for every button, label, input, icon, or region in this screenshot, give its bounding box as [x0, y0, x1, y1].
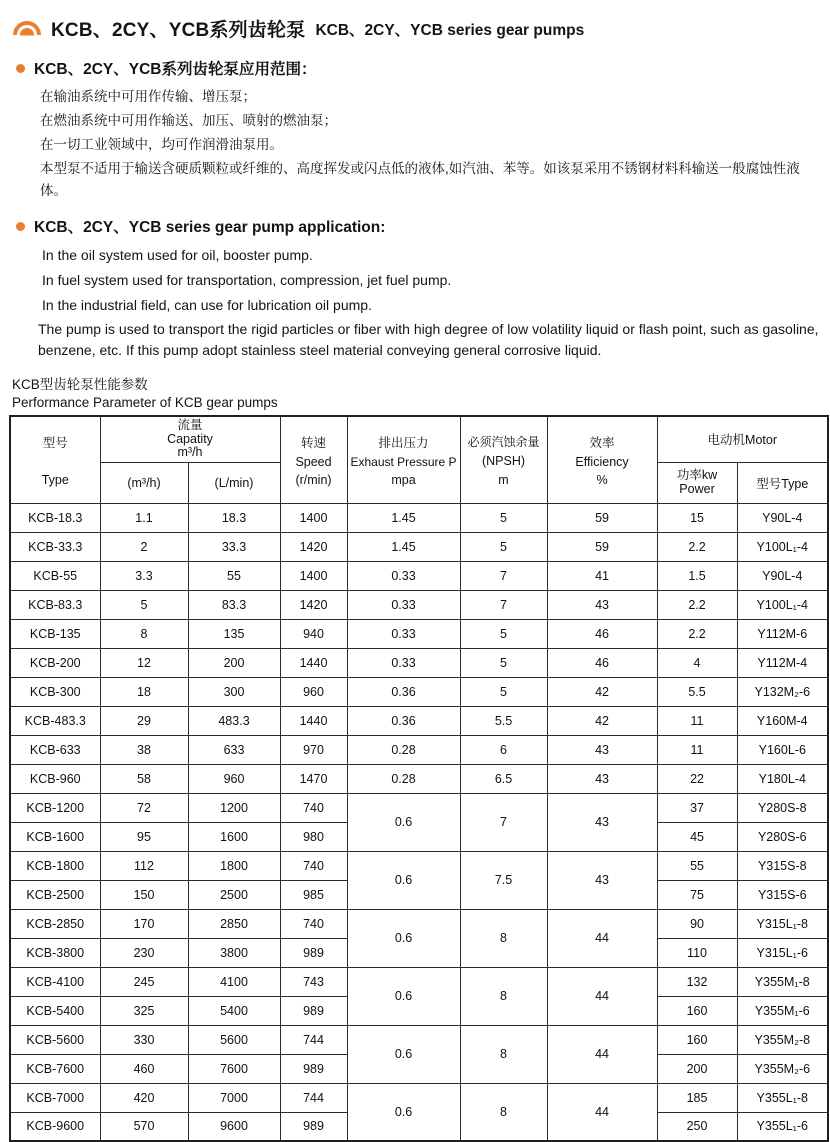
- cell-efficiency: 42: [547, 706, 657, 735]
- cell-type: KCB-4100: [10, 967, 100, 996]
- cell-type: KCB-18.3: [10, 503, 100, 532]
- application-heading-zh: [16, 57, 825, 79]
- cell-efficiency: 43: [547, 590, 657, 619]
- cell-npsh: 5.5: [460, 706, 547, 735]
- cell-npsh: 5: [460, 619, 547, 648]
- header-speed: [280, 416, 347, 503]
- cell-type: KCB-5400: [10, 996, 100, 1025]
- cell-motor-type: Y180L-4: [737, 764, 828, 793]
- cell-speed: 744: [280, 1025, 347, 1054]
- cell-type: KCB-33.3: [10, 532, 100, 561]
- header-speed-unit: (r/min): [295, 472, 332, 487]
- cell-pressure: 0.6: [347, 1025, 460, 1083]
- header-type: [10, 416, 100, 503]
- cell-efficiency: 46: [547, 648, 657, 677]
- cell-npsh: 7: [460, 561, 547, 590]
- cell-type: KCB-1600: [10, 822, 100, 851]
- cell-capacity-lmin: 300: [188, 677, 280, 706]
- cell-capacity-lmin: 33.3: [188, 532, 280, 561]
- cell-type: KCB-2500: [10, 880, 100, 909]
- page-title-zh: KCB、2CY、YCB系列齿轮泵: [51, 20, 306, 41]
- cell-speed: 740: [280, 793, 347, 822]
- cell-motor-type: Y90L-4: [737, 561, 828, 590]
- cell-capacity-lmin: 3800: [188, 938, 280, 967]
- header-efficiency-en: Efficiency: [575, 454, 629, 469]
- cell-power: 11: [657, 706, 737, 735]
- cell-type: KCB-200: [10, 648, 100, 677]
- header-pressure-en: Exhaust Pressure P: [350, 454, 457, 469]
- application-zh-line: 在输油系统中可用作传输、增压泵；: [40, 89, 256, 104]
- cell-efficiency: 43: [547, 735, 657, 764]
- header-efficiency-zh: 效率: [589, 435, 615, 450]
- cell-type: KCB-633: [10, 735, 100, 764]
- cell-speed: 960: [280, 677, 347, 706]
- cell-power: 11: [657, 735, 737, 764]
- cell-capacity-lmin: 2500: [188, 880, 280, 909]
- cell-capacity-lmin: 483.3: [188, 706, 280, 735]
- cell-speed: 989: [280, 1112, 347, 1141]
- cell-motor-type: Y315S-6: [737, 880, 828, 909]
- cell-motor-type: Y90L-4: [737, 503, 828, 532]
- cell-type: KCB-483.3: [10, 706, 100, 735]
- table-row: [10, 648, 828, 677]
- cell-speed: 744: [280, 1083, 347, 1112]
- cell-capacity-lmin: 9600: [188, 1112, 280, 1141]
- header-speed-zh: 转速: [301, 435, 327, 450]
- cell-efficiency: 59: [547, 532, 657, 561]
- table-row: [10, 1083, 828, 1112]
- cell-power: 185: [657, 1083, 737, 1112]
- cell-capacity-m3h: 230: [100, 938, 188, 967]
- header-capacity-unit: m³/h: [177, 445, 203, 459]
- cell-pressure: 1.45: [347, 503, 460, 532]
- cell-speed: 1470: [280, 764, 347, 793]
- cell-npsh: 8: [460, 909, 547, 967]
- cell-capacity-lmin: 135: [188, 619, 280, 648]
- cell-npsh: 6.5: [460, 764, 547, 793]
- cell-npsh: 8: [460, 1025, 547, 1083]
- cell-speed: 1400: [280, 561, 347, 590]
- application-en-line: In the oil system used for oil, booster pump.: [42, 247, 313, 263]
- header-npsh: [460, 416, 547, 503]
- cell-efficiency: 44: [547, 909, 657, 967]
- cell-motor-type: Y160L-6: [737, 735, 828, 764]
- cell-capacity-m3h: 18: [100, 677, 188, 706]
- table-body: [10, 503, 828, 1141]
- header-motor-type: [737, 462, 828, 503]
- application-zh-line: 在燃油系统中可用作输送、加压、喷射的燃油泵；: [40, 113, 337, 128]
- cell-speed: 980: [280, 822, 347, 851]
- cell-capacity-m3h: 29: [100, 706, 188, 735]
- cell-power: 75: [657, 880, 737, 909]
- bullet-icon: [16, 64, 25, 73]
- cell-npsh: 7: [460, 793, 547, 851]
- application-en-line: In the industrial field, can use for lubrication oil pump.: [42, 297, 372, 313]
- cell-power: 2.2: [657, 590, 737, 619]
- cell-power: 132: [657, 967, 737, 996]
- table-row: [10, 909, 828, 938]
- table-row: [10, 503, 828, 532]
- header-capacity-m3h-label: (m³/h): [127, 475, 161, 490]
- header-motor: [657, 416, 828, 462]
- table-row: [10, 851, 828, 880]
- cell-capacity-lmin: 83.3: [188, 590, 280, 619]
- cell-motor-type: Y132M₂-6: [737, 677, 828, 706]
- cell-capacity-m3h: 5: [100, 590, 188, 619]
- cell-motor-type: Y112M-4: [737, 648, 828, 677]
- header-speed-en: Speed: [295, 454, 332, 469]
- header-motor-power-en: Power: [679, 481, 715, 496]
- cell-motor-type: Y160M-4: [737, 706, 828, 735]
- page-title-en: KCB、2CY、YCB series gear pumps: [315, 21, 585, 39]
- cell-type: KCB-1800: [10, 851, 100, 880]
- cell-npsh: 5: [460, 677, 547, 706]
- cell-speed: 740: [280, 851, 347, 880]
- cell-speed: 1420: [280, 532, 347, 561]
- cell-capacity-lmin: 7600: [188, 1054, 280, 1083]
- cell-capacity-m3h: 38: [100, 735, 188, 764]
- application-body-en: [9, 244, 825, 361]
- cell-pressure: 0.6: [347, 1083, 460, 1141]
- cell-type: KCB-135: [10, 619, 100, 648]
- cell-pressure: 0.6: [347, 851, 460, 909]
- cell-npsh: 5: [460, 532, 547, 561]
- cell-motor-type: Y355L₁-8: [737, 1083, 828, 1112]
- cell-speed: 989: [280, 1054, 347, 1083]
- cell-capacity-m3h: 150: [100, 880, 188, 909]
- application-en-line: In fuel system used for transportation, compression, jet fuel pump.: [42, 272, 452, 288]
- cell-power: 1.5: [657, 561, 737, 590]
- cell-type: KCB-7600: [10, 1054, 100, 1083]
- cell-npsh: 8: [460, 967, 547, 1025]
- cell-capacity-m3h: 170: [100, 909, 188, 938]
- cell-type: KCB-9600: [10, 1112, 100, 1141]
- cell-motor-type: Y355M₁-8: [737, 967, 828, 996]
- cell-pressure: 0.6: [347, 793, 460, 851]
- cell-capacity-lmin: 1200: [188, 793, 280, 822]
- header-motor-label: 电动机Motor: [707, 433, 777, 448]
- cell-efficiency: 59: [547, 503, 657, 532]
- application-body-zh: [9, 86, 825, 202]
- cell-power: 160: [657, 1025, 737, 1054]
- cell-power: 37: [657, 793, 737, 822]
- cell-capacity-m3h: 325: [100, 996, 188, 1025]
- cell-pressure: 0.36: [347, 706, 460, 735]
- cell-type: KCB-960: [10, 764, 100, 793]
- header-motor-power: [657, 462, 737, 503]
- cell-power: 5.5: [657, 677, 737, 706]
- cell-type: KCB-7000: [10, 1083, 100, 1112]
- cell-efficiency: 43: [547, 764, 657, 793]
- cell-pressure: 0.33: [347, 619, 460, 648]
- table-row: [10, 967, 828, 996]
- cell-speed: 1440: [280, 706, 347, 735]
- table-title-block: [12, 376, 825, 412]
- cell-npsh: 5: [460, 648, 547, 677]
- cell-npsh: 6: [460, 735, 547, 764]
- cell-capacity-m3h: 460: [100, 1054, 188, 1083]
- table-row: [10, 561, 828, 590]
- header-type-en: Type: [41, 472, 69, 487]
- header-motor-power-zh: 功率kw: [676, 468, 718, 482]
- header-pressure-unit: mpa: [391, 472, 416, 487]
- cell-speed: 940: [280, 619, 347, 648]
- cell-capacity-lmin: 4100: [188, 967, 280, 996]
- cell-npsh: 7: [460, 590, 547, 619]
- cell-efficiency: 44: [547, 1083, 657, 1141]
- cell-speed: 989: [280, 996, 347, 1025]
- cell-type: KCB-5600: [10, 1025, 100, 1054]
- cell-efficiency: 44: [547, 1025, 657, 1083]
- header-efficiency-unit: %: [596, 472, 608, 487]
- cell-capacity-m3h: 570: [100, 1112, 188, 1141]
- table-row: [10, 764, 828, 793]
- cell-pressure: 1.45: [347, 532, 460, 561]
- header-pressure: [347, 416, 460, 503]
- cell-motor-type: Y112M-6: [737, 619, 828, 648]
- cell-motor-type: Y315S-8: [737, 851, 828, 880]
- cell-pressure: 0.33: [347, 590, 460, 619]
- header-capacity-lmin: [188, 462, 280, 503]
- cell-type: KCB-1200: [10, 793, 100, 822]
- header-capacity-en: Capatity: [167, 431, 213, 446]
- page-header: [13, 15, 825, 42]
- cell-capacity-lmin: 18.3: [188, 503, 280, 532]
- cell-power: 250: [657, 1112, 737, 1141]
- header-npsh-en: (NPSH): [481, 454, 526, 469]
- cell-capacity-lmin: 55: [188, 561, 280, 590]
- cell-efficiency: 43: [547, 793, 657, 851]
- cell-power: 45: [657, 822, 737, 851]
- cell-motor-type: Y355L₁-6: [737, 1112, 828, 1141]
- cell-pressure: 0.33: [347, 561, 460, 590]
- header-npsh-unit: m: [498, 472, 509, 487]
- cell-efficiency: 43: [547, 851, 657, 909]
- table-title-en: Performance Parameter of KCB gear pumps: [12, 395, 278, 410]
- table-row: [10, 590, 828, 619]
- cell-power: 110: [657, 938, 737, 967]
- cell-type: KCB-3800: [10, 938, 100, 967]
- cell-speed: 1400: [280, 503, 347, 532]
- cell-npsh: 7.5: [460, 851, 547, 909]
- cell-capacity-m3h: 1.1: [100, 503, 188, 532]
- table-row: [10, 1025, 828, 1054]
- cell-power: 15: [657, 503, 737, 532]
- cell-capacity-lmin: 1800: [188, 851, 280, 880]
- cell-capacity-lmin: 7000: [188, 1083, 280, 1112]
- cell-motor-type: Y280S-6: [737, 822, 828, 851]
- cell-capacity-m3h: 58: [100, 764, 188, 793]
- cell-npsh: 5: [460, 503, 547, 532]
- application-heading-en-label: KCB、2CY、YCB series gear pump application:: [34, 219, 386, 236]
- cell-efficiency: 46: [547, 619, 657, 648]
- header-capacity-lmin-label: (L/min): [214, 475, 254, 490]
- cell-efficiency: 42: [547, 677, 657, 706]
- cell-pressure: 0.6: [347, 909, 460, 967]
- cell-capacity-lmin: 200: [188, 648, 280, 677]
- cell-capacity-lmin: 633: [188, 735, 280, 764]
- cell-pressure: 0.33: [347, 648, 460, 677]
- cell-efficiency: 44: [547, 967, 657, 1025]
- cell-capacity-m3h: 330: [100, 1025, 188, 1054]
- header-capacity: [100, 416, 280, 462]
- cell-capacity-m3h: 420: [100, 1083, 188, 1112]
- header-efficiency: [547, 416, 657, 503]
- application-heading-en: [16, 215, 825, 237]
- cell-type: KCB-55: [10, 561, 100, 590]
- cell-capacity-lmin: 1600: [188, 822, 280, 851]
- performance-table: [9, 415, 829, 1142]
- cell-capacity-m3h: 2: [100, 532, 188, 561]
- table-title-zh: KCB型齿轮泵性能参数: [12, 377, 148, 392]
- header-motor-type-label: 型号Type: [756, 476, 809, 491]
- header-npsh-zh: 必须汽蚀余量: [467, 434, 540, 449]
- cell-power: 200: [657, 1054, 737, 1083]
- cell-pressure: 0.28: [347, 735, 460, 764]
- cell-motor-type: Y100L₁-4: [737, 532, 828, 561]
- header-capacity-zh: 流量: [177, 418, 203, 432]
- header-capacity-m3h: [100, 462, 188, 503]
- bullet-icon: [16, 222, 25, 231]
- cell-motor-type: Y355M₁-6: [737, 996, 828, 1025]
- cell-capacity-m3h: 245: [100, 967, 188, 996]
- cell-capacity-m3h: 95: [100, 822, 188, 851]
- header-pressure-zh: 排出压力: [378, 435, 429, 450]
- cell-capacity-m3h: 3.3: [100, 561, 188, 590]
- table-row: [10, 532, 828, 561]
- cell-capacity-lmin: 5400: [188, 996, 280, 1025]
- cell-motor-type: Y280S-8: [737, 793, 828, 822]
- cell-motor-type: Y100L₁-4: [737, 590, 828, 619]
- cell-power: 22: [657, 764, 737, 793]
- cell-capacity-lmin: 5600: [188, 1025, 280, 1054]
- cell-power: 90: [657, 909, 737, 938]
- cell-type: KCB-83.3: [10, 590, 100, 619]
- cell-speed: 989: [280, 938, 347, 967]
- cell-speed: 1440: [280, 648, 347, 677]
- cell-power: 2.2: [657, 532, 737, 561]
- cell-power: 160: [657, 996, 737, 1025]
- table-row: [10, 735, 828, 764]
- cell-capacity-lmin: 2850: [188, 909, 280, 938]
- cell-power: 55: [657, 851, 737, 880]
- cell-speed: 1420: [280, 590, 347, 619]
- cell-npsh: 8: [460, 1083, 547, 1141]
- cell-capacity-lmin: 960: [188, 764, 280, 793]
- cell-pressure: 0.36: [347, 677, 460, 706]
- application-zh-line: 本型泵不适用于输送含硬质颗粒或纤维的、高度挥发或闪点低的液体,如汽油、苯等。如该泵采用不锈钢材料科输送一般腐蚀性液体。: [40, 161, 800, 198]
- cell-capacity-m3h: 8: [100, 619, 188, 648]
- cell-capacity-m3h: 112: [100, 851, 188, 880]
- cell-efficiency: 41: [547, 561, 657, 590]
- table-row: [10, 793, 828, 822]
- cell-type: KCB-2850: [10, 909, 100, 938]
- rainbow-arc-icon: [13, 21, 41, 36]
- cell-speed: 985: [280, 880, 347, 909]
- application-heading-zh-label: KCB、2CY、YCB系列齿轮泵应用范围：: [34, 61, 317, 78]
- cell-speed: 970: [280, 735, 347, 764]
- cell-pressure: 0.28: [347, 764, 460, 793]
- cell-pressure: 0.6: [347, 967, 460, 1025]
- cell-motor-type: Y355M₂-6: [737, 1054, 828, 1083]
- cell-motor-type: Y315L₁-6: [737, 938, 828, 967]
- table-row: [10, 619, 828, 648]
- header-type-zh: 型号: [42, 435, 68, 450]
- application-zh-line: 在一切工业领域中，均可作润滑油泵用。: [40, 137, 283, 152]
- table-row: [10, 677, 828, 706]
- cell-speed: 743: [280, 967, 347, 996]
- cell-speed: 740: [280, 909, 347, 938]
- cell-capacity-m3h: 12: [100, 648, 188, 677]
- cell-power: 2.2: [657, 619, 737, 648]
- cell-motor-type: Y315L₁-8: [737, 909, 828, 938]
- application-en-line: The pump is used to transport the rigid particles or fiber with high degree of low volatility liquid or flash point, such as gasoline, benzene, etc. If this pump adopt stainless steel material conveying general corrosive liquid.: [38, 321, 819, 358]
- cell-type: KCB-300: [10, 677, 100, 706]
- cell-motor-type: Y355M₂-8: [737, 1025, 828, 1054]
- cell-capacity-m3h: 72: [100, 793, 188, 822]
- table-row: [10, 706, 828, 735]
- cell-power: 4: [657, 648, 737, 677]
